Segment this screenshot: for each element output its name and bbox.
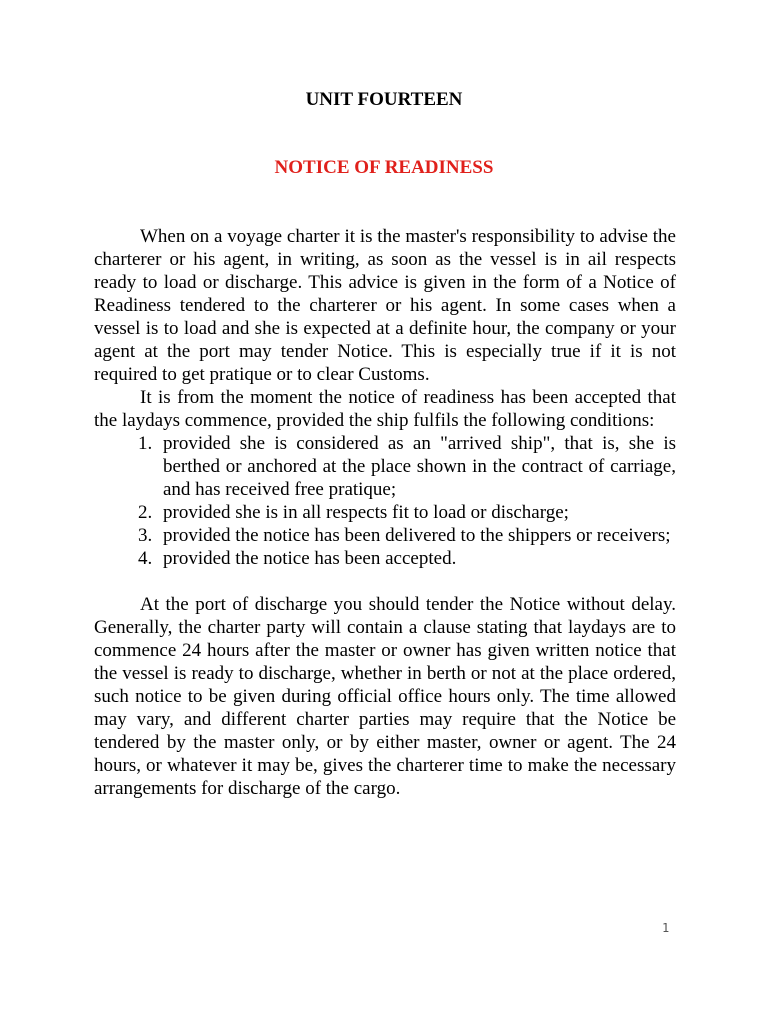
list-item [94, 547, 676, 570]
list-item [94, 501, 676, 524]
list-item-number: 4. [138, 548, 153, 569]
list-item-text: provided the notice has been delivered to the shippers or receivers; [163, 525, 671, 546]
list-item [94, 524, 676, 547]
paragraph-laydays: It is from the moment the notice of readiness has been accepted that the laydays commence, provided the ship fulfils the following conditions: [94, 387, 676, 431]
list-item-text: provided she is in all respects fit to load or discharge; [163, 502, 569, 523]
unit-title: UNIT FOURTEEN [305, 89, 463, 110]
list-item-number: 1. [138, 433, 153, 454]
list-item-text: provided the notice has been accepted. [163, 548, 457, 569]
list-item [94, 432, 676, 501]
list-item-number: 2. [138, 502, 153, 523]
list-item-text: provided she is considered as an "arrived ship", that is, she is berthed or anchored at the place shown in the contract of carriage, and has received free pratique; [163, 433, 676, 500]
section-title: NOTICE OF READINESS [274, 157, 494, 178]
body-text [94, 225, 676, 800]
paragraph-discharge: At the port of discharge you should tender the Notice without delay. Generally, the charter party will contain a clause stating that laydays are to commence 24 hours after the master or owner has given written notice that the vessel is ready to discharge, whether in berth or not at the place ordered, such notice to be given during official office hours only. The time allowed may vary, and different charter parties may require that the Notice be tendered by the master only, or by either master, owner or agent. The 24 hours, or whatever it may be, gives the charterer time to make the necessary arrangements for discharge of the cargo. [94, 594, 676, 799]
page-number: 1 [662, 921, 670, 935]
conditions-list [94, 432, 676, 570]
paragraph-intro: When on a voyage charter it is the master's responsibility to advise the charterer or his agent, in writing, as soon as the vessel is in ail respects ready to load or discharge. This advice is given in the form of a Notice of Readiness tendered to the charterer or his agent. In some cases when a vessel is to load and she is expected at a definite hour, the company or your agent at the port may tender Notice. This is especially true if it is not required to get pratique or to clear Customs. [94, 226, 676, 385]
list-item-number: 3. [138, 525, 153, 546]
